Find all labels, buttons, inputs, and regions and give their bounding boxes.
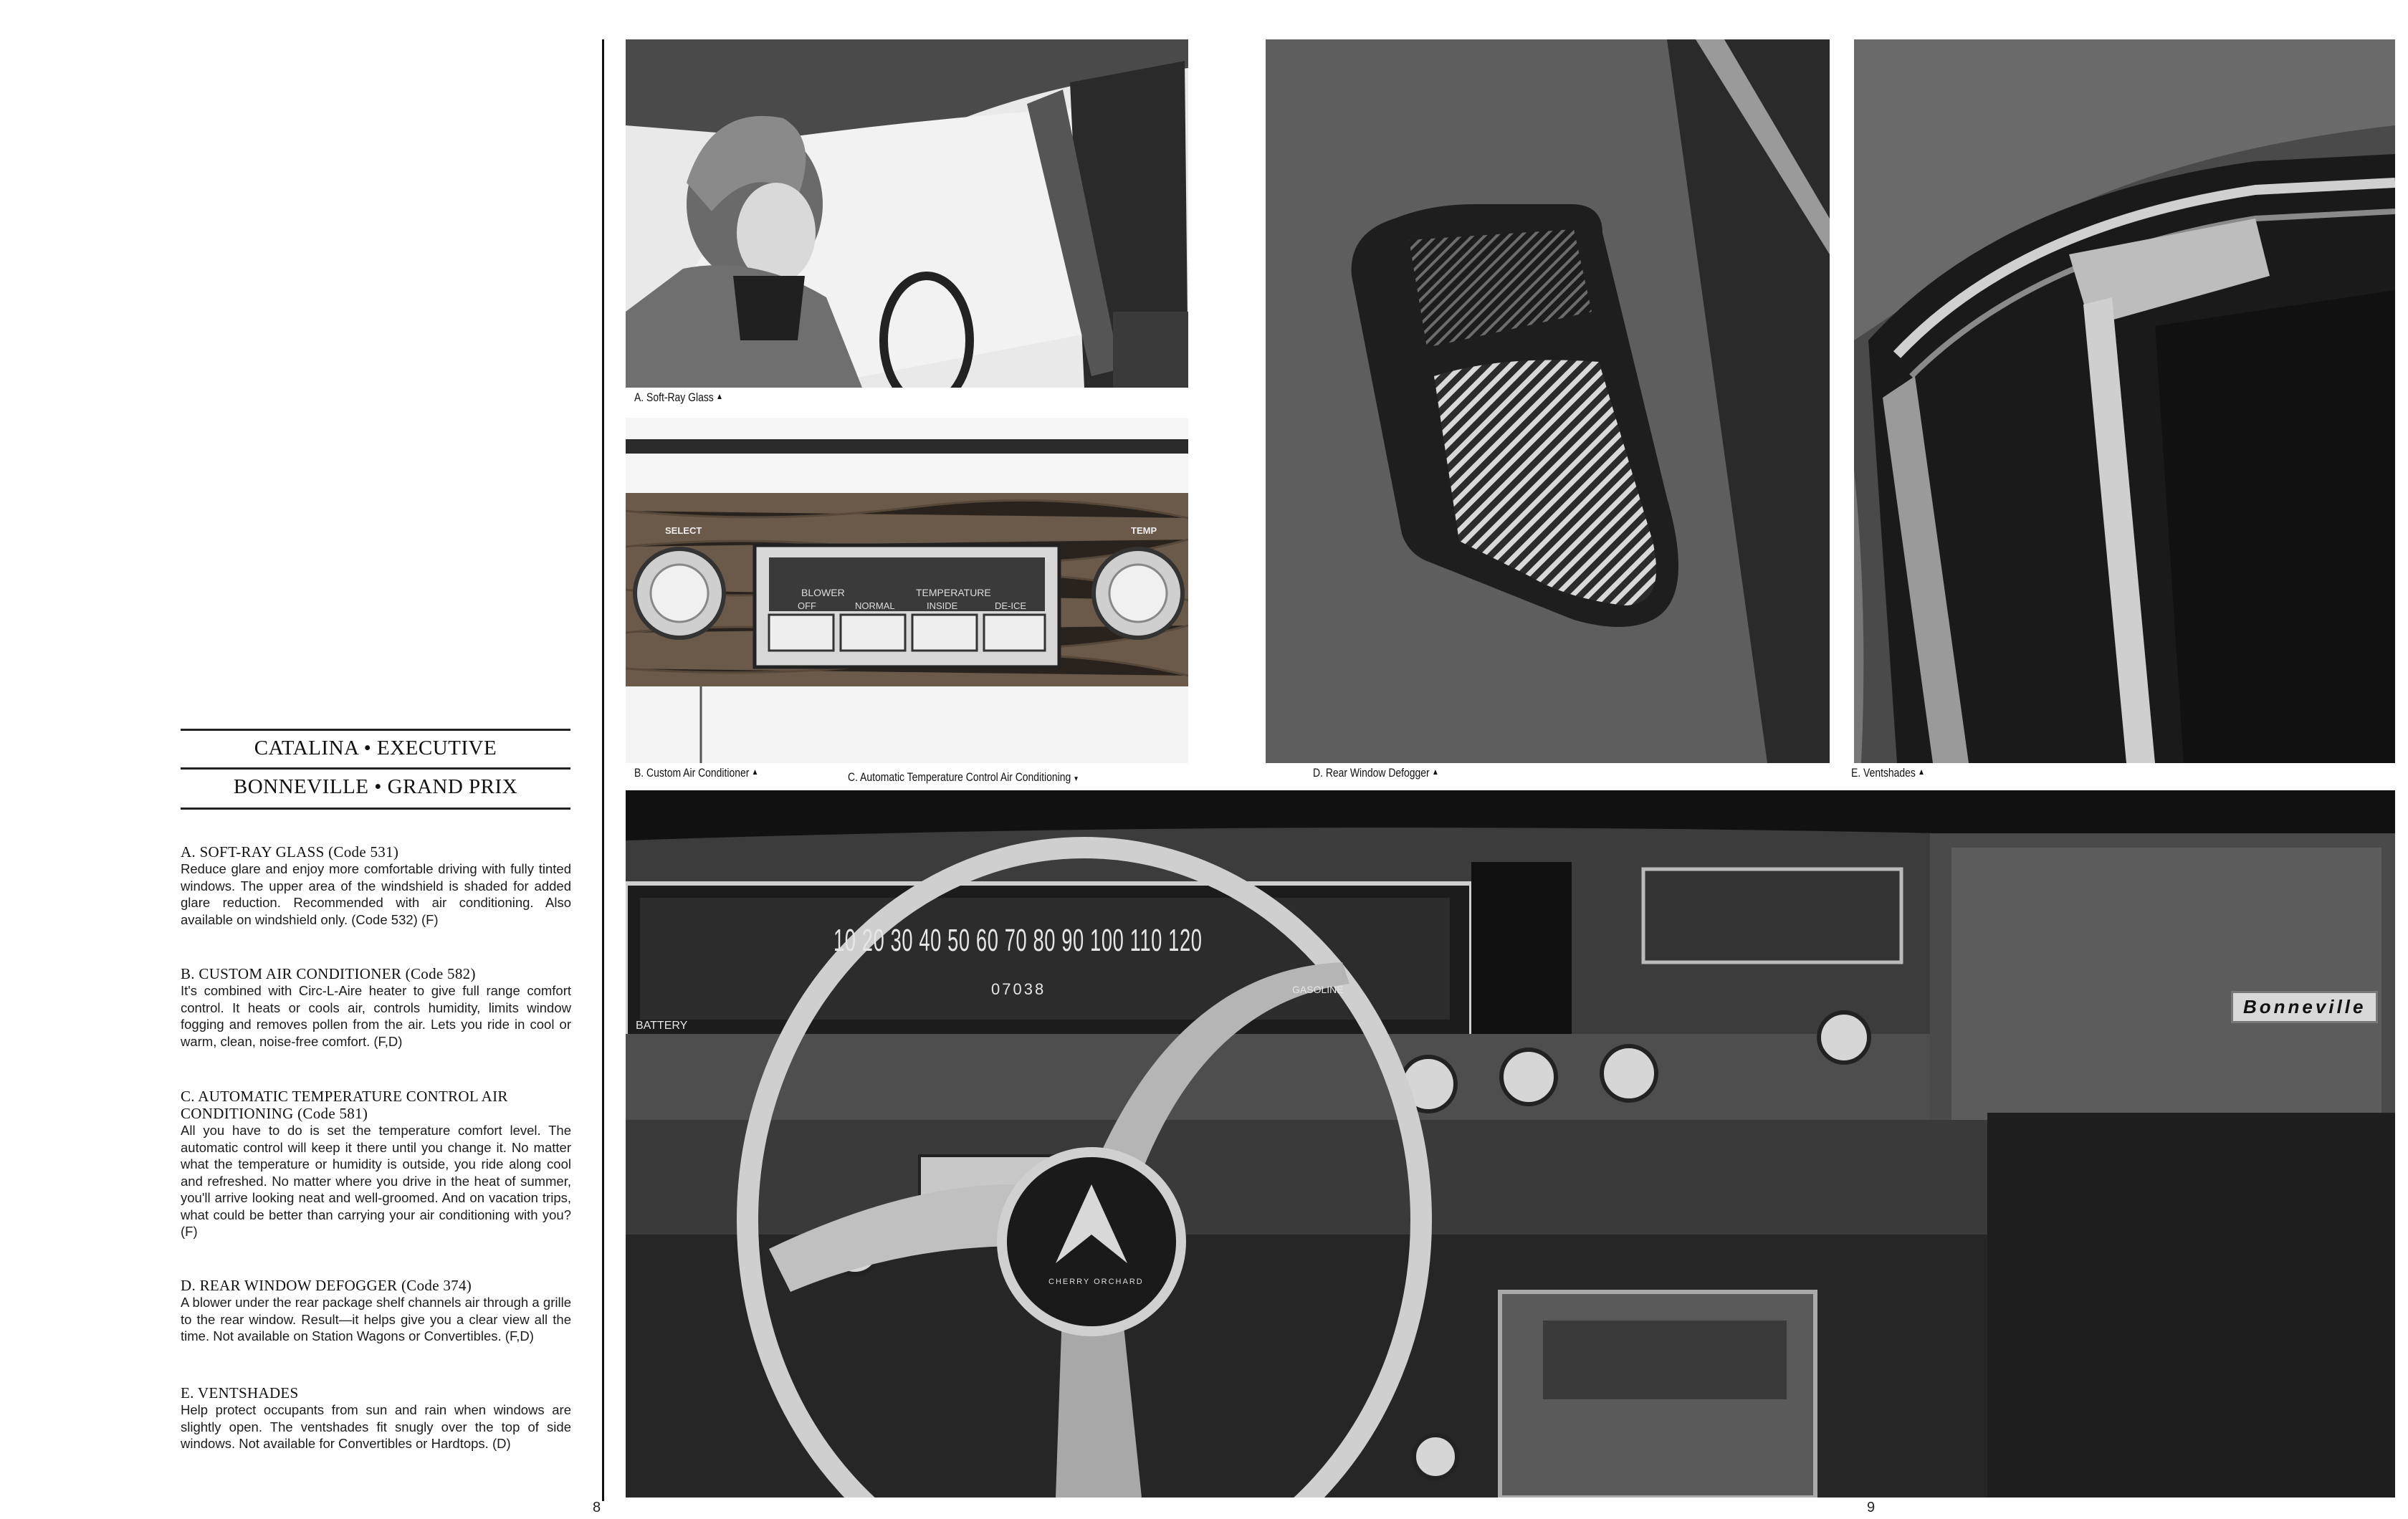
ac-off-label: OFF [798, 600, 816, 611]
page-number-right: 9 [1867, 1500, 1876, 1515]
steering-hub-emblem: CHERRY ORCHARD [1048, 1278, 1144, 1286]
ac-select-label: SELECT [665, 525, 702, 536]
photo-ventshades [1854, 39, 2395, 763]
caption-text: E. Ventshades [1851, 766, 1916, 780]
ac-blower-label: BLOWER [801, 587, 845, 598]
series-line-1: CATALINA • EXECUTIVE [254, 737, 497, 760]
ac-normal-label: NORMAL [855, 600, 895, 611]
option-ventshades [181, 1384, 571, 1452]
option-title: A. SOFT-RAY GLASS (Code 531) [181, 843, 399, 861]
ac-deice-label: DE-ICE [995, 600, 1027, 611]
speedometer-scale: 10 20 30 40 50 60 70 80 90 100 110 120 [833, 923, 1203, 958]
option-title: C. AUTOMATIC TEMPERATURE CONTROL AIR CONDITIONING (Code 581) [181, 1088, 508, 1122]
caption-ventshades [1851, 766, 1925, 780]
up-triangle-icon: ▲ [1431, 767, 1439, 777]
option-custom-air-conditioner [181, 965, 571, 1050]
option-body: Help protect occupants from sun and rain when windows are slightly open. The ventshades fit snugly over the top of side windows. Not available for Convertibles or Hardtops. (D) [181, 1402, 571, 1451]
ac-inside-label: INSIDE [927, 600, 958, 611]
bonneville-nameplate: Bonneville [2231, 991, 2378, 1023]
caption-automatic-temperature-control [848, 770, 1079, 785]
option-body: Reduce glare and enjoy more comfortable driving with fully tinted windows. The upper area of the windshield is shaded for added glare reduction. Recommended with air conditioning. Also available on windshield only. (Code 532) (F) [181, 861, 571, 927]
header-rule-bottom [181, 808, 570, 810]
caption-text: A. Soft-Ray Glass [634, 390, 714, 404]
caption-text: D. Rear Window Defogger [1313, 766, 1430, 780]
down-triangle-icon: ▼ [1073, 775, 1079, 783]
photo-rear-window-defogger [1266, 39, 1830, 763]
caption-soft-ray-glass [634, 390, 723, 405]
up-triangle-icon: ▲ [751, 767, 759, 777]
option-body: A blower under the rear package shelf channels air through a grille to the rear window. Result—it helps give you a clear view all the time. Not available on Station Wagons or Convertibles. (F,D) [181, 1295, 571, 1343]
caption-text: C. Automatic Temperature Control Air Conditioning [848, 770, 1071, 784]
option-title: E. VENTSHADES [181, 1384, 299, 1401]
option-automatic-temperature-control [181, 1088, 571, 1240]
header-rule-middle [181, 767, 570, 770]
photo-soft-ray-glass [626, 39, 1188, 388]
option-body: It's combined with Circ-L-Aire heater to give full range comfort control. It heats or cools air, controls humidity, limits window fogging and removes pollen from the air. Lets you ride in cool or warm, clean, noise-free comfort. (F,D) [181, 983, 571, 1049]
option-title: B. CUSTOM AIR CONDITIONER (Code 582) [181, 965, 476, 982]
up-triangle-icon: ▲ [716, 391, 723, 401]
caption-text: B. Custom Air Conditioner [634, 766, 750, 780]
caption-rear-window-defogger [1313, 766, 1439, 780]
photo-custom-air-conditioner [626, 418, 1188, 763]
series-line-2: BONNEVILLE • GRAND PRIX [233, 775, 518, 798]
battery-gauge-label: BATTERY [636, 1020, 688, 1032]
caption-custom-air-conditioner [634, 766, 758, 780]
page-divider [602, 39, 604, 1501]
option-title: D. REAR WINDOW DEFOGGER (Code 374) [181, 1277, 472, 1294]
up-triangle-icon: ▲ [1918, 767, 1925, 777]
page-number-left: 8 [593, 1500, 601, 1515]
option-rear-window-defogger [181, 1277, 571, 1345]
gasoline-gauge-label: GASOLINE [1292, 984, 1344, 995]
option-soft-ray-glass [181, 843, 571, 928]
ac-temp-label: TEMP [1131, 525, 1157, 536]
option-body: All you have to do is set the temperature comfort level. The automatic control will keep it there until you change it. No matter what the temperature or humidity is outside, you ride along cool and refreshed. No matter where you drive in the heat of summer, you'll arrive looking neat and well-groomed. And on vacation trips, what could be better than carrying your air conditioning with you? (F) [181, 1123, 571, 1239]
photo-dashboard [626, 790, 2395, 1498]
header-rule-top [181, 729, 570, 731]
odometer-readout: 07038 [991, 980, 1046, 998]
ac-temperature-label: TEMPERATURE [916, 587, 991, 598]
